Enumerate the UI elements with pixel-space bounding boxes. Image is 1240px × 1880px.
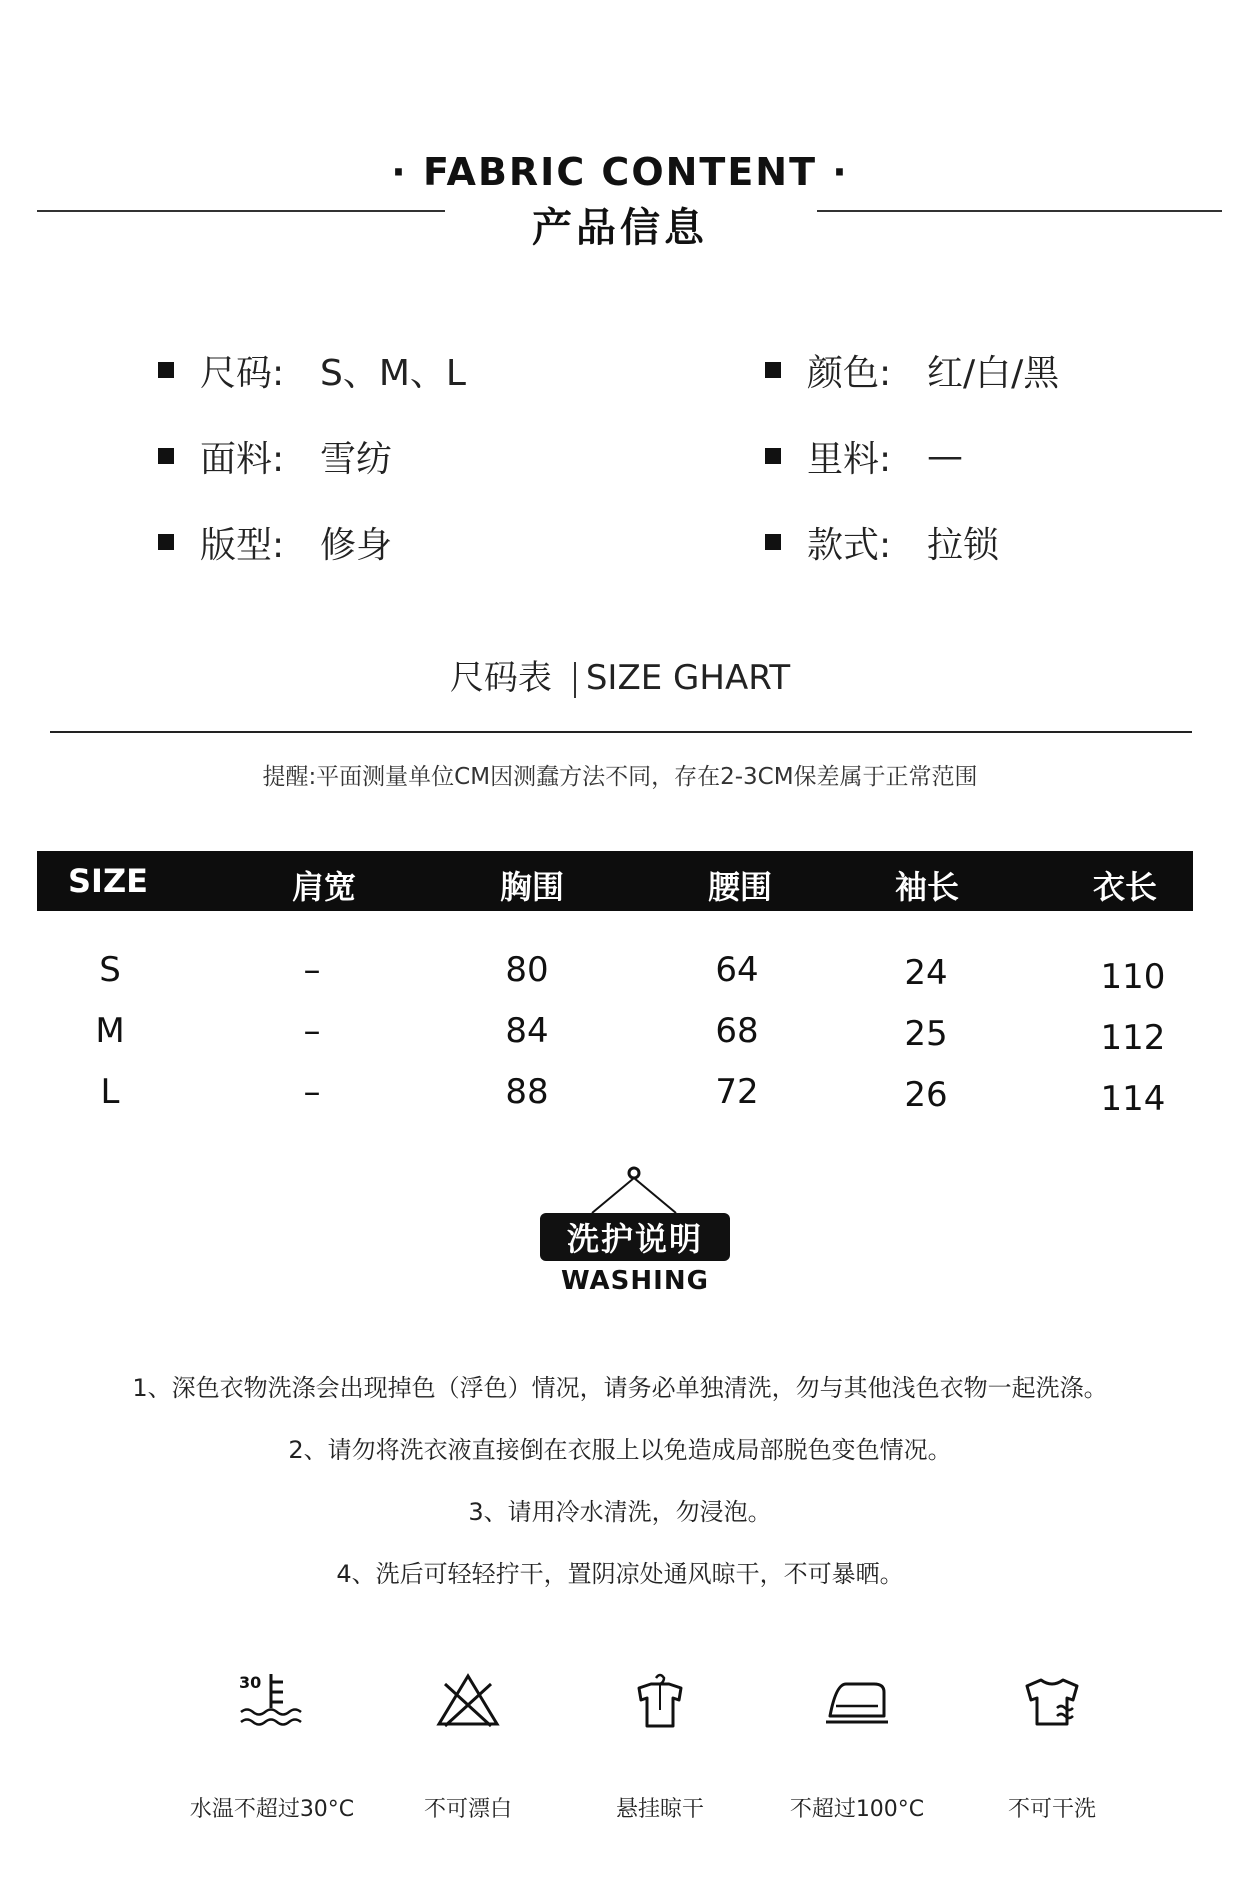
column-header-shoulder: 肩宽 (291, 868, 357, 906)
info-lining (765, 431, 963, 481)
bullet-icon (765, 534, 781, 550)
no-bleach-icon (433, 1670, 503, 1730)
table-cell: 114 (1100, 1079, 1166, 1119)
care-iron (757, 1670, 957, 1823)
care-no-dry-clean (952, 1670, 1152, 1823)
size-table-header (37, 851, 1193, 911)
instruction-4: 4、洗后可轻轻拧干，置阴凉处通风晾干，不可暴晒。 (336, 1560, 904, 1588)
info-value: 修身 (320, 524, 393, 566)
hang-dry-icon (625, 1670, 695, 1730)
info-value: 拉锁 (927, 524, 1000, 566)
care-wash-30 (172, 1670, 372, 1823)
info-label: 款式: (807, 524, 892, 566)
column-header-size: SIZE (67, 862, 149, 900)
info-fit (158, 517, 392, 567)
table-cell: 110 (1100, 957, 1166, 997)
table-cell: 80 (505, 950, 549, 990)
care-caption: 不超过100°C (789, 1797, 925, 1822)
title-separator (574, 662, 576, 698)
table-cell: 64 (715, 950, 759, 990)
info-value: 雪纺 (320, 438, 393, 480)
table-cell: M (95, 1011, 125, 1051)
table-cell: 72 (715, 1072, 759, 1112)
table-cell: L (100, 1072, 120, 1112)
care-hang-dry (560, 1670, 760, 1823)
instruction-1: 1、深色衣物洗涤会出现掉色（浮色）情况，请务必单独清洗，勿与其他浅色衣物一起洗涤。 (132, 1374, 1108, 1402)
info-label: 颜色: (807, 352, 892, 394)
bullet-icon (765, 362, 781, 378)
fabric-content-title: · FABRIC CONTENT · (391, 150, 849, 194)
size-chart-note: 提醒:平面测量单位CM因测蠢方法不同，存在2-3CM保差属于正常范围 (262, 764, 978, 790)
info-label: 面料: (200, 438, 285, 480)
size-chart-title-en: SIZE GHART (585, 658, 791, 698)
table-cell: 88 (505, 1072, 549, 1112)
info-size (158, 345, 466, 395)
column-header-length: 衣长 (1092, 868, 1158, 906)
care-no-bleach (368, 1670, 568, 1823)
info-fabric (158, 431, 392, 481)
table-cell: 68 (715, 1011, 759, 1051)
info-color (765, 345, 1059, 395)
table-cell: 24 (904, 953, 948, 993)
wash-temp-badge: 30 (239, 1673, 262, 1692)
washing-label-en: WASHING (561, 1266, 709, 1296)
size-chart-divider (50, 731, 1192, 733)
info-value: — (927, 435, 963, 477)
wash-30-icon (237, 1670, 307, 1730)
product-info-title: 产品信息 (532, 205, 708, 251)
table-cell: – (303, 1011, 321, 1051)
bullet-icon (158, 362, 174, 378)
care-caption: 水温不超过30°C (189, 1797, 355, 1822)
bullet-icon (765, 448, 781, 464)
table-cell: 26 (904, 1075, 948, 1115)
info-style (765, 517, 999, 567)
instruction-3: 3、请用冷水清洗，勿浸泡。 (468, 1498, 772, 1526)
column-header-waist: 腰围 (707, 868, 773, 906)
table-cell: 84 (505, 1011, 549, 1051)
instruction-2: 2、请勿将洗衣液直接倒在衣服上以免造成局部脱色变色情况。 (288, 1436, 952, 1464)
info-label: 版型: (200, 524, 285, 566)
care-caption: 不可漂白 (423, 1797, 512, 1822)
info-label: 里料: (807, 438, 892, 480)
size-chart-title (0, 650, 1240, 699)
column-header-sleeve: 袖长 (894, 868, 960, 906)
no-dry-clean-icon (1017, 1670, 1087, 1730)
table-cell: S (99, 950, 121, 990)
table-cell: 112 (1100, 1018, 1166, 1058)
bullet-icon (158, 448, 174, 464)
table-cell: – (303, 950, 321, 990)
care-caption: 不可干洗 (1007, 1797, 1096, 1822)
iron-icon (822, 1670, 892, 1730)
table-cell: 25 (904, 1014, 948, 1054)
column-header-bust: 胸围 (499, 868, 565, 906)
bullet-icon (158, 534, 174, 550)
table-cell: – (303, 1072, 321, 1112)
size-chart-title-cn: 尺码表 (449, 658, 552, 698)
info-value: 红/白/黑 (927, 352, 1060, 394)
washing-label: 洗护说明 (540, 1213, 730, 1261)
info-value: S、M、L (320, 352, 466, 394)
care-caption: 悬挂晾干 (615, 1797, 704, 1822)
info-label: 尺码: (200, 352, 285, 394)
